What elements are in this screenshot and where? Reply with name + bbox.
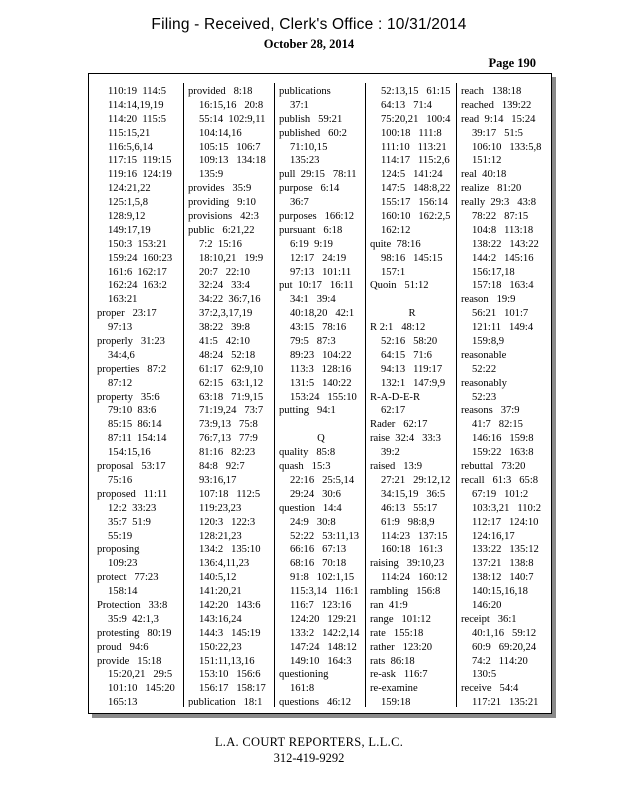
index-entry-line: properly 31:23 (97, 336, 165, 348)
index-reference-line: 143:16,24 (199, 613, 242, 625)
index-reference-line: 62:15 63:1,12 (199, 377, 264, 389)
index-reference-line: 78:22 87:15 (472, 211, 529, 223)
reporter-phone: 312-419-9292 (273, 751, 345, 765)
index-reference-line: 34:15,19 36:5 (381, 488, 446, 500)
index-reference-line: 97:13 101:11 (290, 266, 352, 278)
index-reference-line: 137:21 138:8 (472, 558, 534, 570)
index-reference-line: 131:5 140:22 (290, 377, 352, 389)
index-column-3 (274, 83, 365, 707)
index-entry-line: raise 32:4 33:3 (370, 433, 441, 445)
index-reference-line: 107:18 112:5 (199, 488, 261, 500)
index-reference-line: 40:1,16 59:12 (472, 627, 537, 639)
index-reference-line: 41:5 42:10 (199, 336, 250, 348)
index-reference-line: 161:6 162:17 (108, 266, 167, 278)
index-reference-line: 106:10 133:5,8 (472, 141, 542, 153)
index-reference-line: 154:15,16 (108, 447, 151, 459)
index-reference-line: 52:23 (472, 391, 497, 403)
index-reference-line: 157:18 163:4 (472, 280, 534, 292)
index-reference-line: 146:16 159:8 (472, 433, 534, 445)
index-reference-line: 16:15,16 20:8 (199, 99, 264, 111)
index-entry-line: rats 86:18 (370, 655, 415, 667)
index-entry-line: proposed 11:11 (97, 488, 168, 500)
index-reference-line: 136:4,11,23 (199, 558, 250, 570)
index-entry-line: range 101:12 (370, 613, 431, 625)
index-reference-line: 124:5 141:24 (381, 169, 443, 181)
index-reference-line: 125:1,5,8 (108, 197, 149, 209)
index-reference-line: 165:13 (108, 697, 138, 707)
index-entry-line: putting 94:1 (279, 405, 336, 417)
index-reference-line: 52:22 (472, 363, 497, 375)
index-entry-line: questioning (279, 669, 329, 681)
index-reference-line: 124:21,22 (108, 183, 151, 195)
index-entry-line: pursuant 6:18 (279, 224, 343, 236)
index-entry-line: Rader 62:17 (370, 419, 428, 431)
index-entry-line: provides 35:9 (188, 183, 252, 195)
index-reference-line: 101:10 145:20 (108, 683, 175, 695)
index-page (88, 73, 552, 714)
index-reference-line: 147:5 148:8,22 (381, 183, 451, 195)
index-entry-line: read 9:14 15:24 (461, 113, 536, 125)
index-entry-line: recall 61:3 65:8 (461, 474, 539, 486)
index-entry-line: proper 23:17 (97, 308, 157, 320)
index-entry-line: protect 77:23 (97, 572, 159, 584)
index-reference-line: 87:11 154:14 (108, 433, 167, 445)
index-entry-line: put 10:17 16:11 (279, 280, 354, 292)
index-reference-line: 73:9,13 75:8 (199, 419, 258, 431)
index-reference-line: 84:8 92:7 (199, 461, 245, 473)
index-reference-line: 109:13 134:18 (199, 155, 266, 167)
index-entry-line: provisions 42:3 (188, 211, 259, 223)
index-entry-line: publish 59:21 (279, 113, 343, 125)
index-reference-line: 34:4,6 (108, 349, 135, 361)
index-reference-line: 105:15 106:7 (199, 141, 261, 153)
index-reference-line: 150:3 153:21 (108, 238, 167, 250)
index-reference-line: 46:13 55:17 (381, 502, 438, 514)
index-reference-line: 34:22 36:7,16 (199, 294, 261, 306)
index-entry-line: R-A-D-E-R (370, 391, 421, 403)
index-reference-line: 52:16 58:20 (381, 336, 438, 348)
index-reference-line: 74:2 114:20 (472, 655, 528, 667)
index-reference-line: 159:24 160:23 (108, 252, 173, 264)
index-reference-line: 103:3,21 110:2 (472, 502, 542, 514)
index-reference-line: 41:7 82:15 (472, 419, 523, 431)
index-reference-line: 144:2 145:16 (472, 252, 534, 264)
index-reference-line: 138:12 140:7 (472, 572, 534, 584)
index-reference-line: 43:15 78:16 (290, 322, 347, 334)
index-reference-line: 149:10 164:3 (290, 655, 352, 667)
index-entry-line: proposing (97, 544, 140, 556)
index-reference-line: 128:9,12 (108, 211, 146, 223)
reporter-company: L.A. COURT REPORTERS, L.L.C. (214, 735, 404, 749)
index-reference-line: 66:16 67:13 (290, 544, 347, 556)
index-reference-line: 37:2,3,17,19 (199, 308, 253, 320)
index-reference-line: 12:17 24:19 (290, 252, 347, 264)
index-entry-line: reached 139:22 (461, 99, 532, 111)
index-reference-line: 147:24 148:12 (290, 641, 357, 653)
index-reference-line: 104:8 113:18 (472, 224, 534, 236)
index-reference-line: 114:24 160:12 (381, 572, 448, 584)
index-entry-line: raising 39:10,23 (370, 558, 445, 570)
index-reference-line: 121:11 149:4 (472, 322, 534, 334)
index-reference-line: 115:15,21 (108, 127, 151, 139)
index-reference-line: 91:8 102:1,15 (290, 572, 355, 584)
index-reference-line: 151:12 (472, 155, 502, 167)
index-reference-line: 109:23 (108, 558, 138, 570)
index-reference-line: 116:7 123:16 (290, 599, 352, 611)
index-reference-line: 159:18 (381, 697, 411, 707)
index-reference-line: 114:17 115:2,6 (381, 155, 450, 167)
index-reference-line: 117:21 135:21 (472, 697, 539, 707)
index-reference-line: 61:9 98:8,9 (381, 516, 435, 528)
index-reference-line: 142:20 143:6 (199, 599, 261, 611)
index-reference-line: 35:9 42:1,3 (108, 613, 159, 625)
index-reference-line: 24:9 30:8 (290, 516, 336, 528)
index-reference-line: 79:5 87:3 (290, 336, 336, 348)
index-reference-line: 71:19,24 73:7 (199, 405, 264, 417)
index-entry-line: published 60:2 (279, 127, 347, 139)
index-reference-line: 55:14 102:9,11 (199, 113, 266, 125)
index-reference-line: 15:20,21 29:5 (108, 669, 173, 681)
index-reference-line: 75:16 (108, 474, 133, 486)
index-entry-line: reasons 37:9 (461, 405, 520, 417)
index-entry-line: re-examine (370, 683, 418, 695)
index-entry-line: purpose 6:14 (279, 183, 340, 195)
index-entry-line: rate 155:18 (370, 627, 424, 639)
index-reference-line: 162:24 163:2 (108, 280, 167, 292)
index-reference-line: 115:3,14 116:1 (290, 586, 359, 598)
index-column-2 (183, 83, 274, 707)
index-entry-line: protesting 80:19 (97, 627, 172, 639)
index-reference-line: 146:20 (472, 599, 502, 611)
index-entry-line: reason 19:9 (461, 294, 516, 306)
index-entry-line: proud 94:6 (97, 641, 149, 653)
index-reference-line: 135:23 (290, 155, 320, 167)
index-entry-line: publication 18:1 (188, 697, 263, 707)
index-reference-line: 20:7 22:10 (199, 266, 250, 278)
index-reference-line: 94:13 119:17 (381, 363, 443, 375)
index-reference-line: 67:19 101:2 (472, 488, 529, 500)
index-entry-line: ran 41:9 (370, 599, 408, 611)
index-reference-line: 56:21 101:7 (472, 308, 529, 320)
index-reference-line: 138:22 143:22 (472, 238, 539, 250)
index-column-4 (365, 83, 456, 707)
index-entry-line: rambling 156:8 (370, 586, 441, 598)
index-reference-line: 75:20,21 100:4 (381, 113, 451, 125)
index-reference-line: 39:17 51:5 (472, 127, 523, 139)
index-reference-line: 76:7,13 77:9 (199, 433, 258, 445)
index-reference-line: 160:18 161:3 (381, 544, 443, 556)
index-reference-line: 29:24 30:6 (290, 488, 341, 500)
index-reference-line: 128:21,23 (199, 530, 242, 542)
page-number: Page 190 (488, 56, 536, 70)
index-reference-line: 160:10 162:2,5 (381, 211, 451, 223)
index-reference-line: 81:16 82:23 (199, 447, 256, 459)
index-reference-line: 150:22,23 (199, 641, 242, 653)
index-entry-line: quality 85:8 (279, 447, 336, 459)
index-entry-line: publications (279, 86, 331, 97)
index-reference-line: 37:1 (290, 99, 309, 111)
index-reference-line: 52:22 53:11,13 (290, 530, 360, 542)
index-reference-line: 63:18 71:9,15 (199, 391, 264, 403)
index-reference-line: 12:2 33:23 (108, 502, 157, 514)
index-entry-line: quash 15:3 (279, 461, 331, 473)
index-reference-line: 159:8,9 (472, 336, 505, 348)
index-reference-line: 135:9 (199, 169, 224, 181)
index-reference-line: 133:22 135:12 (472, 544, 539, 556)
index-reference-line: 32:24 33:4 (199, 280, 250, 292)
index-reference-line: 153:10 156:6 (199, 669, 261, 681)
index-entry-line (279, 418, 363, 432)
index-reference-line: 98:16 145:15 (381, 252, 443, 264)
index-entry-line: questions 46:12 (279, 697, 352, 707)
index-reference-line: 110:19 114:5 (108, 86, 167, 97)
index-reference-line: 134:2 135:10 (199, 544, 261, 556)
index-entry-line: Quoin 51:12 (370, 280, 429, 292)
index-entry-line: R 2:1 48:12 (370, 322, 426, 334)
index-entry-line: reach 138:18 (461, 86, 522, 97)
index-reference-line: 36:7 (290, 197, 309, 209)
index-entry-line: reasonably (461, 377, 507, 389)
index-entry-line (370, 293, 454, 307)
index-reference-line: 151:11,13,16 (199, 655, 255, 667)
index-reference-line: 157:1 (381, 266, 406, 278)
index-reference-line: 112:17 124:10 (472, 516, 539, 528)
index-reference-line: 71:10,15 (290, 141, 328, 153)
index-reference-line: 116:5,6,14 (108, 141, 153, 153)
index-reference-line: 38:22 39:8 (199, 322, 250, 334)
index-reference-line: 114:23 137:15 (381, 530, 448, 542)
section-letter: Q (317, 433, 325, 445)
index-reference-line: 114:20 115:5 (108, 113, 167, 125)
index-reference-line: 149:17,19 (108, 224, 151, 236)
index-column-5 (456, 83, 547, 707)
index-entry-line: proposal 53:17 (97, 461, 166, 473)
index-entry-line: provided 8:18 (188, 86, 253, 97)
index-entry-line: reasonable (461, 349, 507, 361)
index-reference-line: 141:20,21 (199, 586, 242, 598)
index-entry-line: receipt 36:1 (461, 613, 517, 625)
index-reference-line: 156:17 158:17 (199, 683, 266, 695)
index-reference-line: 64:13 71:4 (381, 99, 432, 111)
index-reference-line: 161:8 (290, 683, 315, 695)
index-reference-line: 132:1 147:9,9 (381, 377, 446, 389)
index-reference-line: 27:21 29:12,12 (381, 474, 451, 486)
index-reference-line: 163:21 (108, 294, 138, 306)
index-reference-line: 97:13 (108, 322, 133, 334)
section-letter: R (408, 308, 416, 320)
index-reference-line: 93:16,17 (199, 474, 237, 486)
index-reference-line: 79:10 83:6 (108, 405, 157, 417)
index-reference-line: 114:14,19,19 (108, 99, 164, 111)
index-reference-line: 130:5 (472, 669, 497, 681)
index-reference-line: 140:15,16,18 (472, 586, 528, 598)
index-entry-line: real 40:18 (461, 169, 507, 181)
index-reference-line: 48:24 52:18 (199, 349, 256, 361)
index-reference-line: 100:18 111:8 (381, 127, 442, 139)
index-column-1 (93, 83, 183, 707)
index-entry-line: provide 15:18 (97, 655, 162, 667)
index-entry-line: purposes 166:12 (279, 211, 355, 223)
filing-header: Filing - Received, Clerk's Office : 10/31/2014 (151, 16, 467, 33)
index-entry-line: re-ask 116:7 (370, 669, 428, 681)
index-reference-line: 113:3 128:16 (290, 363, 352, 375)
index-reference-line: 140:5,12 (199, 572, 237, 584)
index-entry-line: properties 87:2 (97, 363, 167, 375)
index-entry-line: rebuttal 73:20 (461, 461, 526, 473)
index-entry-line: quite 78:16 (370, 238, 421, 250)
index-entry-line: raised 13:9 (370, 461, 423, 473)
index-entry-line: providing 9:10 (188, 197, 256, 209)
index-reference-line: 85:15 86:14 (108, 419, 162, 431)
index-columns (93, 83, 547, 707)
index-entry-line: receive 54:4 (461, 683, 519, 695)
hearing-date: October 28, 2014 (263, 37, 355, 51)
index-reference-line: 159:22 163:8 (472, 447, 534, 459)
index-entry-line: realize 81:20 (461, 183, 522, 195)
index-reference-line: 155:17 156:14 (381, 197, 448, 209)
index-reference-line: 87:12 (108, 377, 133, 389)
index-reference-line: 55:19 (108, 530, 133, 542)
index-reference-line: 158:14 (108, 586, 138, 598)
index-reference-line: 35:7 51:9 (108, 516, 151, 528)
index-entry-line: question 14:4 (279, 502, 342, 514)
index-reference-line: 133:2 142:2,14 (290, 627, 360, 639)
index-entry-line: really 29:3 43:8 (461, 197, 537, 209)
index-reference-line: 144:3 145:19 (199, 627, 261, 639)
index-reference-line: 39:2 (381, 447, 400, 459)
index-entry-line: Protection 33:8 (97, 599, 168, 611)
index-reference-line: 22:16 25:5,14 (290, 474, 355, 486)
index-reference-line: 119:23,23 (199, 502, 242, 514)
index-reference-line: 124:20 129:21 (290, 613, 357, 625)
index-entry-line: public 6:21,22 (188, 224, 255, 236)
index-reference-line: 153:24 155:10 (290, 391, 357, 403)
index-reference-line: 111:10 113:21 (381, 141, 447, 153)
index-reference-line: 18:10,21 19:9 (199, 252, 264, 264)
index-reference-line: 52:13,15 61:15 (381, 86, 451, 97)
index-reference-line: 6:19 9:19 (290, 238, 333, 250)
index-reference-line: 89:23 104:22 (290, 349, 352, 361)
index-entry-line: property 35:6 (97, 391, 160, 403)
index-reference-line: 34:1 39:4 (290, 294, 336, 306)
index-reference-line: 117:15 119:15 (108, 155, 172, 167)
index-entry-line: pull 29:15 78:11 (279, 169, 357, 181)
index-reference-line: 60:9 69:20,24 (472, 641, 537, 653)
index-reference-line: 62:17 (381, 405, 406, 417)
index-reference-line: 124:16,17 (472, 530, 515, 542)
index-entry-line: rather 123:20 (370, 641, 433, 653)
index-reference-line: 156:17,18 (472, 266, 515, 278)
index-reference-line: 119:16 124:19 (108, 169, 172, 181)
index-reference-line: 120:3 122:3 (199, 516, 256, 528)
index-reference-line: 104:14,16 (199, 127, 242, 139)
index-reference-line: 68:16 70:18 (290, 558, 347, 570)
index-reference-line: 64:15 71:6 (381, 349, 432, 361)
index-reference-line: 61:17 62:9,10 (199, 363, 264, 375)
index-reference-line: 162:12 (381, 224, 411, 236)
index-reference-line: 7:2 15:16 (199, 238, 242, 250)
index-reference-line: 40:18,20 42:1 (290, 308, 355, 320)
